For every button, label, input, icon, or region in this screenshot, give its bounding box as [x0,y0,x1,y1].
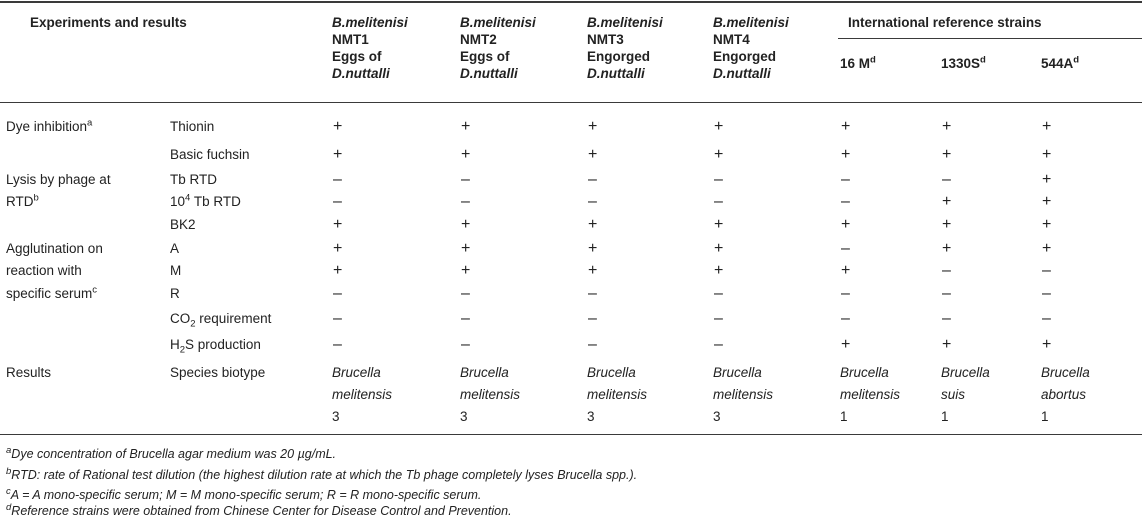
group-h2s-production [170,336,261,356]
result-genus: Brucella [460,365,509,380]
cell: – [841,193,850,210]
cell: – [588,171,597,188]
result-biotype: 3 [713,409,721,424]
header-experiments: Experiments and results [30,15,187,30]
cell: + [333,146,343,163]
cell: + [841,216,851,233]
footnote-d [6,503,512,519]
header-col1-line3: Eggs of [332,49,382,64]
cell: – [461,336,470,353]
header-ref-16m [840,55,876,72]
cell: + [942,240,952,257]
result-biotype: 1 [1041,409,1049,424]
cell: – [461,310,470,327]
cell: + [841,118,851,135]
cell: + [714,216,724,233]
result-species: suis [941,387,966,402]
cell: + [1042,216,1052,233]
result-species: melitensis [587,387,648,402]
cell: + [714,262,724,279]
test-r: R [170,286,180,301]
header-international: International reference strains [848,15,1042,30]
cell: – [588,193,597,210]
result-biotype: 3 [332,409,340,424]
cell: – [333,193,342,210]
cell: + [588,240,598,257]
header-ref3-sup: d [1073,54,1080,66]
result-species: melitensis [332,387,393,402]
cell: – [333,285,342,302]
cell: – [333,336,342,353]
cell: + [461,240,471,257]
cell: + [588,262,598,279]
cell: + [841,146,851,163]
group-agg-line3 [6,285,97,302]
group-co2-pre: CO [170,311,191,326]
cell: + [714,146,724,163]
result-biotype: 3 [587,409,595,424]
group-co2-sub: 2 [190,318,196,330]
header-col4-genus: B.melitenisi [713,15,789,30]
group-dye-inhibition [6,118,92,135]
cell: – [588,336,597,353]
footnote-b-text: RTD: rate of Rational test dilution (the highest dilution rate at which the Tb phage completely lyses Brucella spp.). [11,468,638,482]
cell: + [1042,146,1052,163]
cell: + [942,336,952,353]
cell: + [1042,171,1052,188]
cell: + [942,216,952,233]
cell: + [1042,118,1052,135]
group-lysis-line1: Lysis by phage at [6,172,111,187]
cell: – [333,310,342,327]
bottom-rule [0,434,1142,435]
footnote-b-sup: b [6,465,12,477]
footnote-c [6,487,481,503]
intl-underline [838,38,1142,39]
cell: – [714,285,723,302]
test-tb4-sup: 4 [185,192,191,204]
result-species: melitensis [460,387,521,402]
group-lysis-sup: b [33,192,39,204]
group-agg-text: specific serum [6,286,93,301]
cell: – [714,310,723,327]
cell: + [1042,240,1052,257]
header-ref2-sup: d [980,54,986,66]
cell: + [942,193,952,210]
result-species: abortus [1041,387,1087,402]
top-rule [0,1,1142,3]
cell: + [333,262,343,279]
test-a: A [170,241,180,256]
cell: – [461,285,470,302]
cell: – [1042,285,1051,302]
test-m: M [170,263,182,278]
cell: – [588,310,597,327]
footnote-d-text: Reference strains were obtained from Chinese Center for Disease Control and Prevention. [11,504,512,518]
header-ref1-name: 16 M [840,56,871,71]
test-bk2: BK2 [170,217,196,232]
cell: – [461,193,470,210]
group-lysis-rtd: RTD [6,194,34,209]
header-col3-genus: B.melitenisi [587,15,663,30]
cell: + [461,262,471,279]
header-col3-strain: NMT3 [587,32,624,47]
cell: + [714,240,724,257]
header-col1-genus: B.melitenisi [332,15,408,30]
header-col3-line3: Engorged [587,49,650,64]
cell: – [1042,310,1051,327]
result-biotype: 1 [840,409,848,424]
cell: – [714,336,723,353]
cell: + [333,118,343,135]
header-col2-line3: Eggs of [460,49,510,64]
result-biotype: 3 [460,409,468,424]
cell: – [588,285,597,302]
group-h2s-sub: 2 [179,344,186,356]
group-h2s-post: S production [185,337,261,352]
cell: + [1042,193,1052,210]
group-agg-line2: reaction with [6,263,82,278]
footnote-a-text: Dye concentration of Brucella agar medium was 20 [11,447,298,461]
cell: – [714,193,723,210]
cell: – [714,171,723,188]
header-col4-strain: NMT4 [713,32,750,47]
group-agg-line1: Agglutination on [6,241,103,256]
footnote-c-sup: c [6,485,11,497]
cell: + [841,336,851,353]
header-col2-strain: NMT2 [460,32,497,47]
result-genus: Brucella [840,365,889,380]
header-ref1-sup: d [870,54,876,66]
cell: – [461,171,470,188]
test-basic-fuchsin: Basic fuchsin [170,147,250,162]
cell: – [841,310,850,327]
cell: – [333,171,342,188]
test-tb4-post: Tb RTD [190,194,241,209]
cell: – [1042,262,1051,279]
cell: + [588,216,598,233]
test-thionin: Thionin [170,119,215,134]
footnote-a-sup: a [6,444,12,456]
cell: – [942,171,951,188]
result-genus: Brucella [332,365,381,380]
test-tb4-pre: 10 [170,194,186,209]
cell: – [942,262,951,279]
cell: + [588,146,598,163]
footnote-c-text: A = A mono-specific serum; M = M mono-specific serum; R = R mono-specific serum. [10,488,482,502]
result-biotype: 1 [941,409,949,424]
header-col3-line4: D.nuttalli [587,66,645,81]
header-ref2-name: 1330S [941,56,981,71]
cell: + [1042,336,1052,353]
test-species-biotype: Species biotype [170,365,266,380]
result-genus: Brucella [587,365,636,380]
cell: – [841,240,850,257]
group-dye-sup: a [87,117,93,129]
cell: + [461,216,471,233]
group-co2-requirement [170,310,272,330]
cell: – [841,285,850,302]
footnote-d-sup: d [6,501,12,513]
cell: – [942,285,951,302]
cell: – [942,310,951,327]
header-col2-line4: D.nuttalli [460,66,518,81]
cell: + [588,118,598,135]
header-col1-strain: NMT1 [332,32,369,47]
header-col4-line4: D.nuttalli [713,66,771,81]
cell: – [841,171,850,188]
cell: + [942,146,952,163]
group-h2s-pre: H [170,337,180,352]
footnote-b [6,467,637,483]
footnote-a-unit: µg/mL. [297,447,337,461]
header-ref3-name: 544A [1041,56,1074,71]
header-col1-line4: D.nuttalli [332,66,390,81]
result-genus: Brucella [941,365,990,380]
result-genus: Brucella [713,365,762,380]
cell: + [714,118,724,135]
result-genus: Brucella [1041,365,1090,380]
group-co2-post: requirement [195,311,272,326]
header-rule [0,102,1142,103]
cell: + [333,216,343,233]
group-agg-sup: c [92,284,98,296]
result-species: melitensis [840,387,901,402]
cell: + [841,262,851,279]
cell: + [461,146,471,163]
test-10e4-tb-rtd [170,193,241,210]
group-lysis-line2 [6,193,39,210]
cell: + [942,118,952,135]
header-col2-genus: B.melitenisi [460,15,536,30]
header-ref-544a [1041,55,1079,72]
footnote-a [6,446,336,462]
cell: + [461,118,471,135]
result-species: melitensis [713,387,774,402]
test-tb-rtd: Tb RTD [170,172,218,187]
group-dye-text: Dye inhibition [6,119,88,134]
cell: + [333,240,343,257]
header-col4-line3: Engorged [713,49,776,64]
group-results: Results [6,365,52,380]
header-ref-1330s [941,55,986,72]
